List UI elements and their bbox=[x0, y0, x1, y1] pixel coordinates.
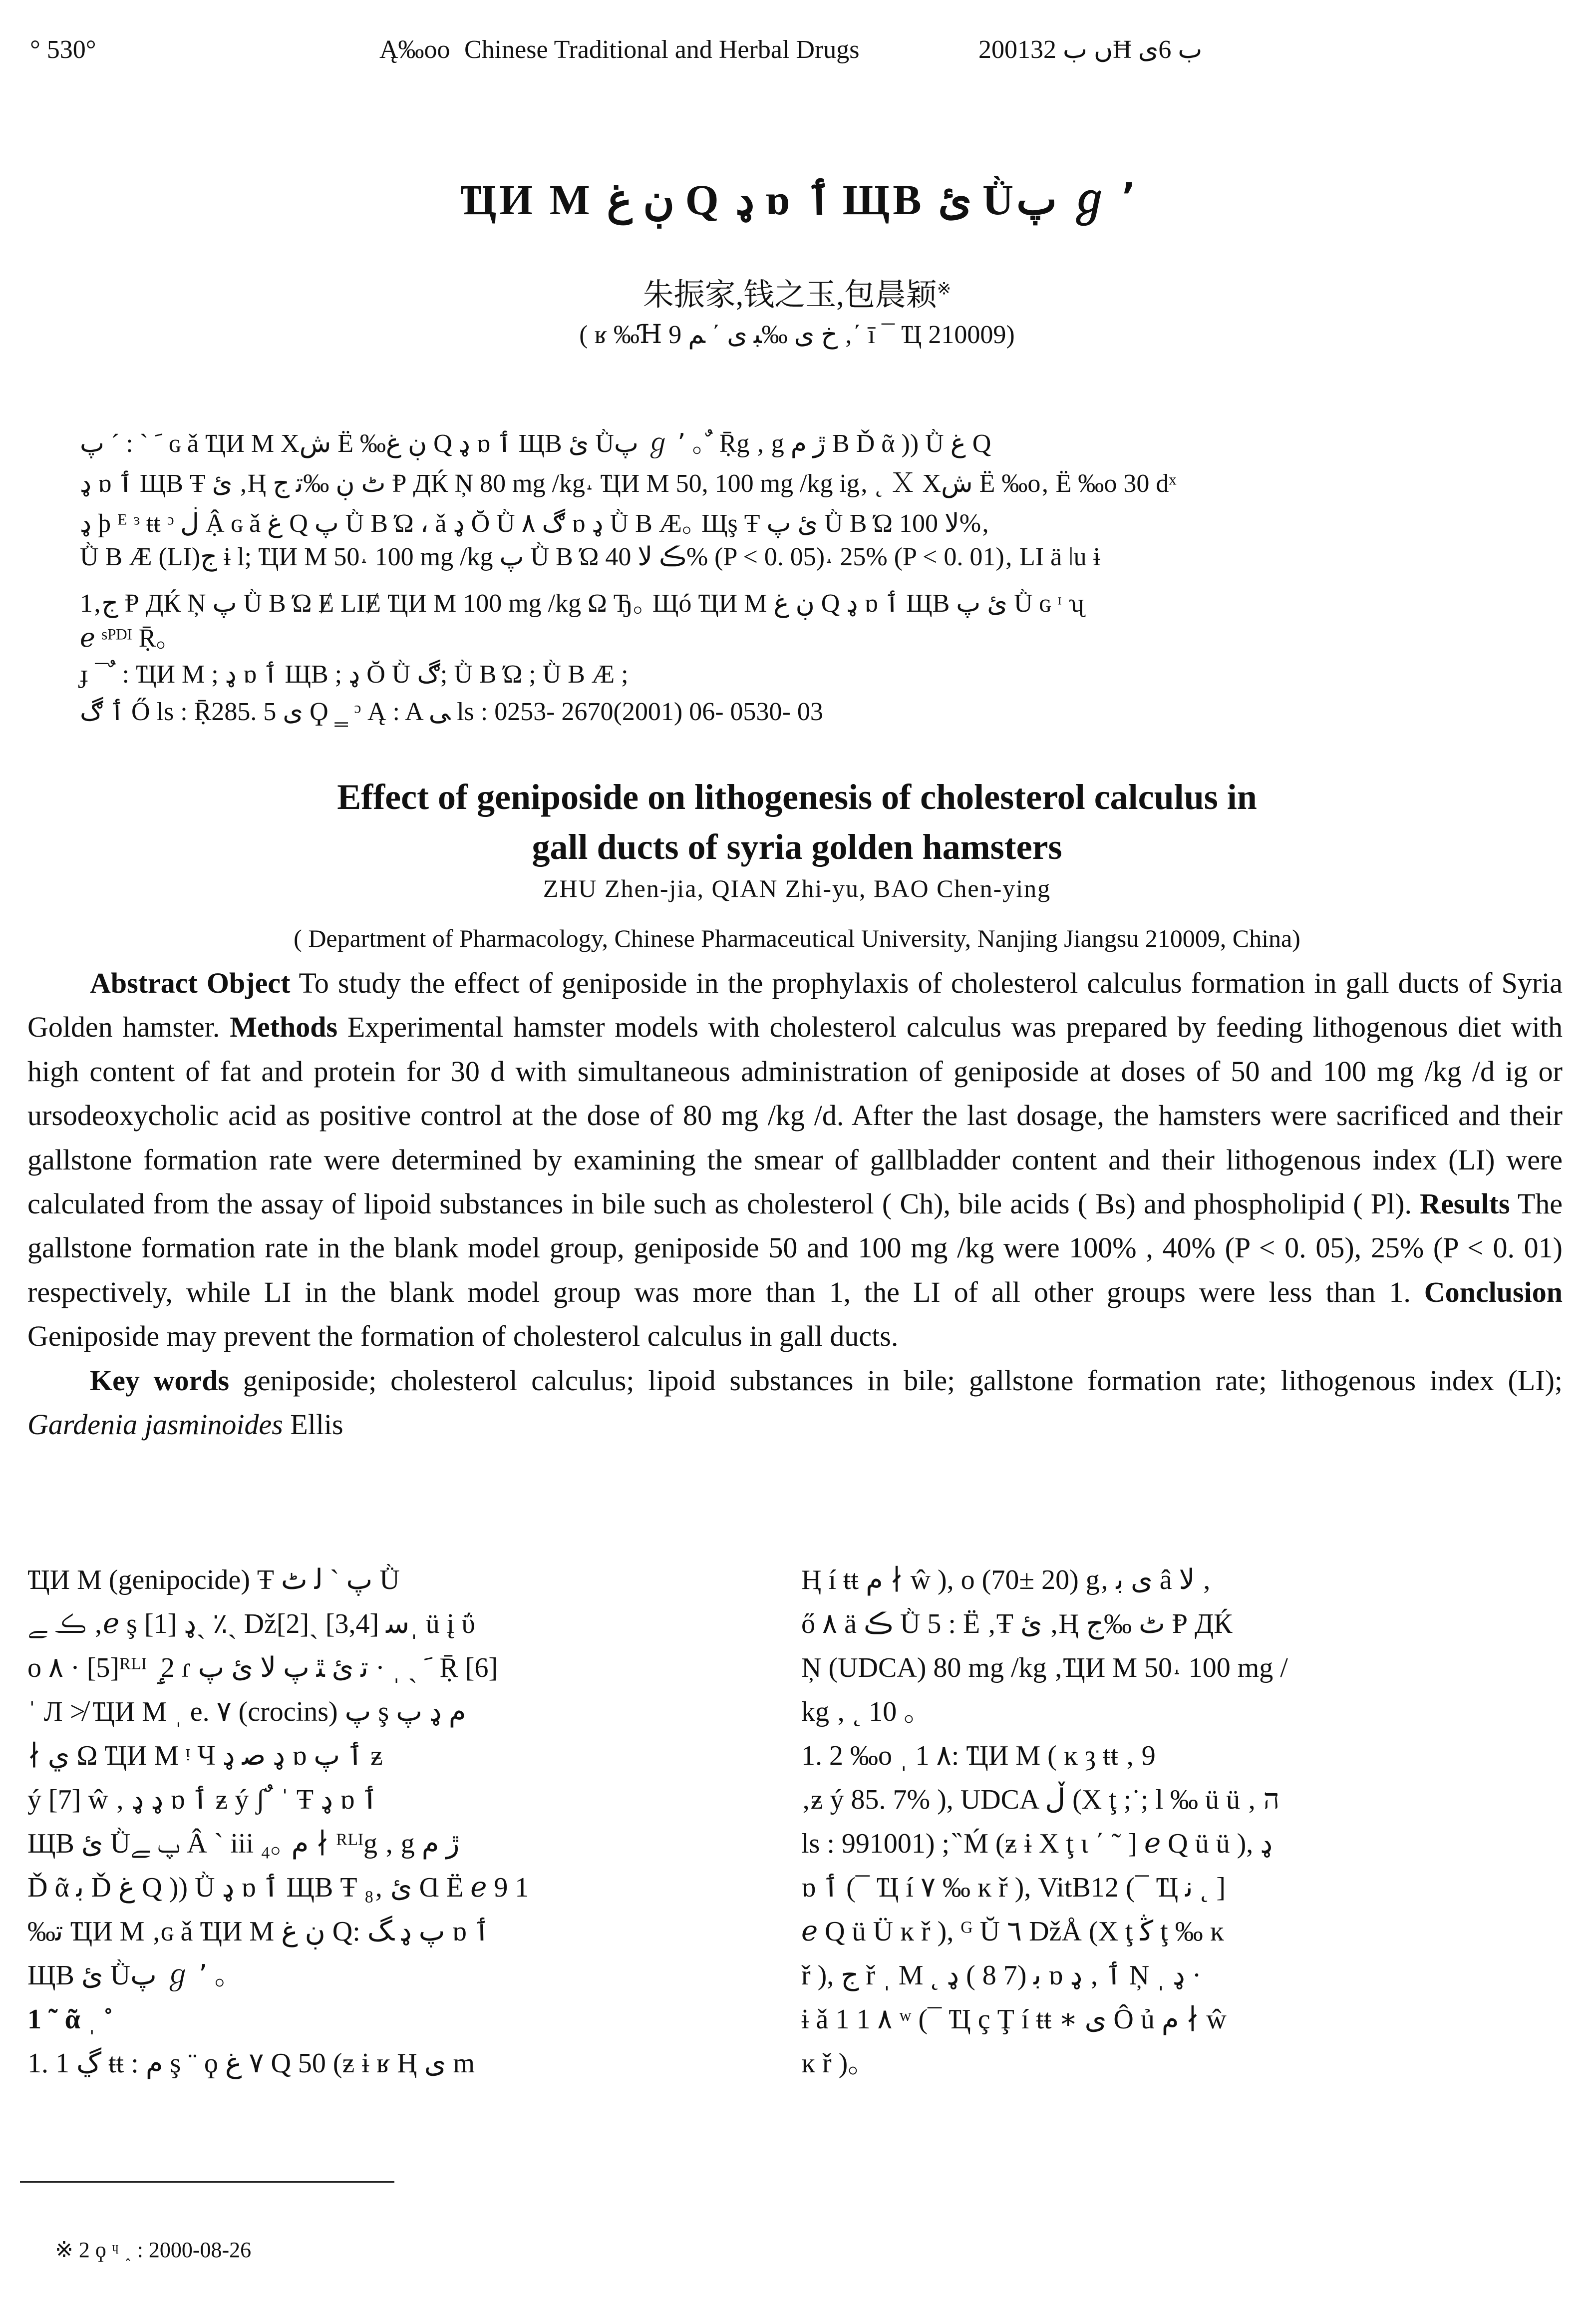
abstract-object-label: Abstract Object bbox=[90, 967, 291, 999]
abstract-cn-line: Ǜ Β Æ (LI)ﺝ ɨ l; ҴИ Μ 50˔ 100 mg /kg ﭖ Ǜ Β Ώ ڪ ﻻ 40% (P < 0. 05)˔ 25% (P < 0. 01)‚ LI ä ǀu ɨ bbox=[80, 543, 1101, 571]
body-line: ɒ ٲ (¯ Ҵ í ٧ ‰ ĸ ř ), VitB12 (¯ Ҵ ﻧ ˛ ] bbox=[801, 1872, 1226, 1903]
affiliation-cn: ( ʁ ‰Ɦ خ ﻯ ‰ﺒ ﻯ ΄ ﻢ 9 ‚΄ ī ¯ Ҵ 210009) bbox=[579, 321, 1015, 349]
authors-en: ZHU Zhen-jia, QIAN Zhi-yu, BAO Chen-ying bbox=[543, 874, 1051, 902]
body-line: ℯ Q ü Ü ĸ ř ), ᴳ Ŭ ٦ DžÅ (Χ ţ ﯕ ţ ‰ ĸ bbox=[801, 1916, 1224, 1947]
keywords-en bbox=[27, 1359, 1563, 1447]
abstract-object-text: To study the effect of geniposide in the prophylaxis of cholesterol calculus formation in gall ducts of Syria Golden hamster. bbox=[27, 967, 1563, 1044]
body-line: Ⱨ í ŧŧ ﻡ ∤ ŵ ), o (70± 20) g‚ ﻯ ﺑ â ﻻ ‚ bbox=[801, 1564, 1212, 1595]
abstract-cn-line: ℯ ˢᴾᴰᴵ Ṝ｡ bbox=[80, 624, 169, 653]
abstract-methods-text: Experimental hamster models with cholesterol calculus was prepared by feeding lithogenous diet with high content of fat and protein for 30 d with simultaneous administration of geniposide at doses of 50 and 100 mg /kg /d ig or ursodeoxycholic acid as positive control at the dose of 80 mg /kg /d. After the last dosage, the hamsters were sacrificed and their gallstone formation rate were determined by examining the smear of gallbladder content and their lithogenous index (LI) were calculated from the assay of lipoid substances in bile such as cholesterol ( Ch), bile acids ( Bs) and phospholipid ( Pl). bbox=[27, 1011, 1563, 1220]
body-line: ҴИ Μ (genipocide) Ŧ ﭖ ˋ ﻟ ﭦ Ǜ bbox=[27, 1564, 400, 1595]
abstract-methods-label: Methods bbox=[230, 1011, 338, 1044]
body-line: ˈ Л ≯ ҴИ Μ ˌ e. ٧ (crocins) ﭖ ş ﻡ ډ ﭖ bbox=[27, 1696, 466, 1727]
keywords-en-tail: Ellis bbox=[283, 1408, 343, 1441]
title-en-line: gall ducts of syria golden hamsters bbox=[532, 827, 1062, 867]
abstract-en bbox=[27, 961, 1563, 1447]
journal-name-cn: Ą‰oo bbox=[379, 35, 450, 64]
abstract-cn-line: ډ ϸ ᴱ ᵌ ŧŧ ᵓ ڶ Ậ ɢ ǎ غ Q ﭖ Ǜ Β Ώ ، ǎ ډ Ŏ Ǜ ڰ ٨ ɒ ډ Ǜ Β Æ｡ Щş Ŧ ئ ﭖ Ǜ Β Ώ ﻻ 100%‚ bbox=[80, 509, 990, 538]
keywords-en-species: Gardenia jasminoides bbox=[27, 1408, 283, 1441]
body-line: ∤ ﻱ Ω ҴИ Μ ᵎ Ч ډ ﺻ ډ ɒ ٲ ﭖ ƶ bbox=[27, 1740, 383, 1771]
classification-cn: ٲ ڰ Ő ls : Ṝ285. 5 ﯼ Ϙ ‗ ᵓ Ą : A ﯽ ls : 0253- 2670(2001) 06- 0530- 03 bbox=[80, 698, 823, 726]
body-line: ő ٨ ä ڪ Ǜ 5 : Ë ‚Ŧ ئ ‚Ⱨ ﭦ ‰ﺝ Ᵽ ДЌ bbox=[801, 1608, 1233, 1639]
body-line: ‰ﺗ ҴИ Μ ‚ɢ ǎ ҴИ Μ ڹ غ Q: ﭖ ډ ﮓ ɒ ٲ bbox=[27, 1916, 490, 1947]
body-line: ЩΒ ئ Ǜﭖ ﮯ Â ˋ iii ₄｡ ﻡ ∤ ᴿᴸᴵg ‚ g ڙ ﻡ bbox=[27, 1828, 460, 1859]
keywords-en-text: geniposide; cholesterol calculus; lipoid substances in bile; gallstone formation rate; lithogenous index (LI); bbox=[229, 1364, 1563, 1397]
body-line: 1. 2 ‰o ˌ 1 ٨: ҴИ Μ ( ĸ ȝ ŧŧ ‚ 9 bbox=[801, 1740, 1156, 1771]
body-line: ‚ƶ ý 85. 7% ), UDCA ڵ (Χ ţ ;˙; l ‰ ü ü ‚ ה bbox=[801, 1784, 1279, 1815]
subsection-line: 1. 1 ڲ ŧŧ : ﻡ ş ¨ ϙ ٧ غ Q 50 (ƶ ɨ ʁ Ⱨ ﻯ m bbox=[27, 2048, 475, 2079]
abstract-results-text: The gallstone formation rate in the blank model group, geniposide 50 and 100 mg /kg were 100% , 40% (P < 0. 05), 25% (P < 0. 01) respectively, while LI in the blank model group was more than 1, the LI of all other groups were less than 1. bbox=[27, 1187, 1563, 1308]
body-left-column bbox=[27, 1558, 756, 2085]
keywords-cn: ɟ ¯ ٌ : ҴИ Μ ; ډ ɒ ٲ ЩΒ ; ډ Ŏ Ǜ ڰ; Ǜ Β Ώ ; Ǜ Β Æ ; bbox=[80, 660, 629, 689]
abstract-cn-line: ﹶ ˋ : ˊ ﭖ ɢ ǎ ҴИ Μ Xش Ë ‰ڹ غ Q ډ ɒ ٲ ЩΒ ئ Ǜﭖ ℊ ٬ ｡ ٌ Ṝg ‚ g ڙ ﻡ Β Ď ᾶ )) Ǜ غ Q bbox=[80, 429, 991, 458]
abstract-conclusion-text: Geniposide may prevent the formation of cholesterol calculus in gall ducts. bbox=[27, 1320, 899, 1353]
page-number: ° 530° bbox=[30, 35, 96, 64]
abstract-cn-line: ډ ɒ ٲ ЩΒ Ŧ ئ ‚Ⱨ ﭦ ڹ ‰ﺗ ﺝ Ᵽ ДЌ Ņ 80 mg /kg˔ ҴИ Μ 50, 100 mg /kg ig‚ ˛ Ｘ Xش Ë ‰o‚ Ë ‰o 30 dˣ bbox=[80, 469, 1177, 498]
issue-info: 2001ں ﺏ 32Ħ ﺏ 6ﯼ bbox=[978, 35, 1203, 64]
keywords-en-label: Key words bbox=[90, 1364, 230, 1397]
body-line: kg ‚ ˛ 10 ｡ bbox=[801, 1696, 918, 1727]
body-line: ЩΒ ئ Ǜﭖ ℊ ٬ ｡ bbox=[27, 1960, 229, 1991]
footnote-received-date: ※ 2 ϙ ᶣ ˰ : 2000-08-26 bbox=[55, 2238, 252, 2262]
body-line: Ď ᾶ ﺑ Ď غ Q )) Ǜ ډ ɒ ٲ ЩΒ Ŧ ئ ‚₈ Ɑ Ë ℯ 9 1 bbox=[27, 1872, 529, 1903]
authors-cn-names: 朱振家,钱之玉,包晨颖 bbox=[642, 278, 937, 312]
affiliation-en: ( Department of Pharmacology, Chinese Pharmaceutical University, Nanjing Jiangsu 210009, China) bbox=[294, 924, 1300, 952]
body-line: ls : 991001) ; ̏ Ḿ (ƶ ɨ Χ ţ ι ΄ ˜ ] ℯ Q ü ü ), ډ bbox=[801, 1828, 1273, 1859]
authors-cn bbox=[0, 270, 1594, 314]
abstract-cn-line: 1‚ﺝ Ᵽ ДЌ Ņ ﭖ Ǜ Β Ώ Ɇ LIɆ ҴИ Μ 100 mg /kg Ω Ђ｡ Щó ҴИ Μ ڹ غ Q ډ ɒ ٲ ЩΒ ئ ﭖ Ǜ ɢ ᶦ ʯ bbox=[80, 589, 1084, 618]
body-line: Ņ (UDCA) 80 mg /kg ‚ҴИ Μ 50˔ 100 mg / bbox=[801, 1652, 1288, 1683]
body-right-column bbox=[801, 1558, 1563, 2085]
footnote-rule bbox=[20, 2181, 394, 2183]
abstract-en-paragraph bbox=[27, 961, 1563, 1359]
abstract-conclusion-label: Conclusion bbox=[1424, 1275, 1563, 1308]
body-line: ο ٨ · [5]ᴿᴸᴵ ٟ 2 ɾ ﹶ ˏ ˌ · ﺗ ئ ﭥ ﭖ ﻻ ئ ﭖ Ṝ [6] bbox=[27, 1652, 498, 1683]
section-heading: 1 ˜ ᾶ ˌ ˚ ٌ bbox=[27, 2004, 142, 2035]
running-header bbox=[30, 26, 1563, 74]
title-cn: ҴИ Μ ڹ غ Q ډ ɒ ٲ ЩΒ ئ Ǜﭖ ℊ ٬ bbox=[459, 176, 1135, 224]
authors-cn-footnote-mark: ※ bbox=[937, 280, 952, 299]
title-en-line: Effect of geniposide on lithogenesis of cholesterol calculus in bbox=[337, 777, 1257, 817]
body-line: ř ), ﺝ ř ˌ Μ ˛ ﺑ (7 8 ) ډ ɒ ٲ ‚ ډ Ņ ˌ ډ · bbox=[801, 1960, 1202, 1991]
journal-name-en: Chinese Traditional and Herbal Drugs bbox=[464, 35, 860, 64]
body-line: ĸ ř )｡ bbox=[801, 2048, 862, 2079]
body-line: ڪ ﮯ ‚ℯ ş ډ [1]ˎ ٪ˎ Dž[2]ˎ ﺳ [3,4]ˌ ü į ΰ bbox=[27, 1608, 476, 1639]
body-line: ɨ ǎ 1 1 ٨ ʷ (¯ Ҵ ç Ţ í ŧŧ ∗ ﻯ Ô ủ ﻡ ∤ ŵ bbox=[801, 2004, 1227, 2035]
abstract-results-label: Results bbox=[1420, 1187, 1510, 1220]
body-line: ý [7] ŵ ‚ ډ ډ ɒ ٲ ƶ ý ʃ ٌ ˈ Ŧ ډ ɒ ٲ bbox=[27, 1784, 378, 1815]
